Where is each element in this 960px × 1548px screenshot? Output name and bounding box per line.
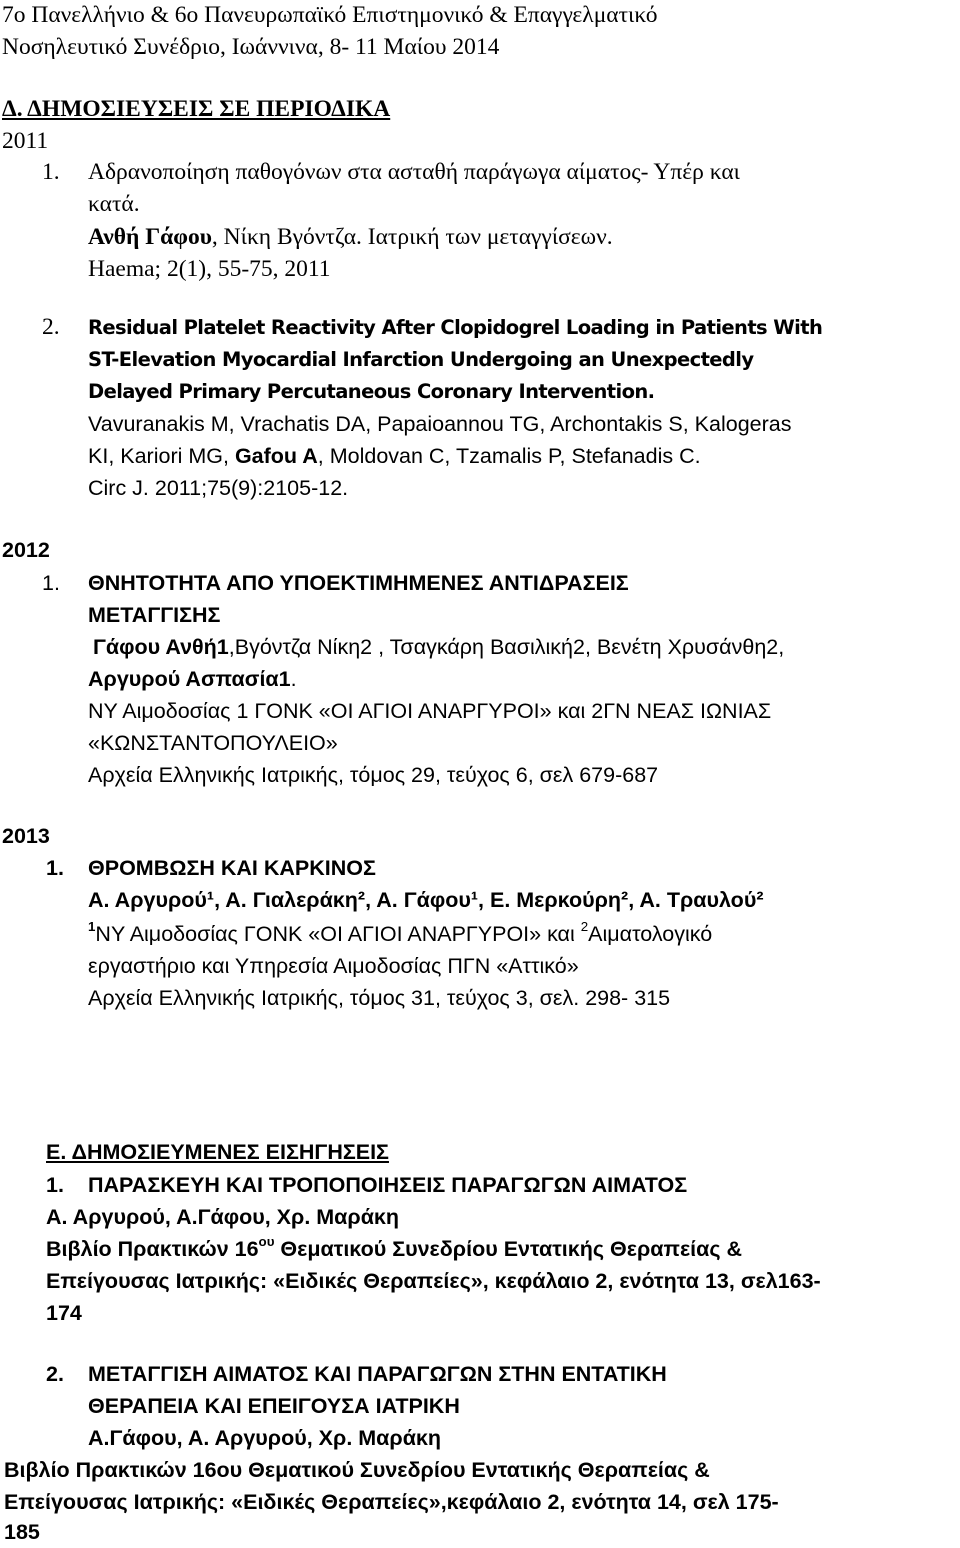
publication-authors: Α.Γάφου, Α. Αργυρού, Χρ. Μαράκη: [88, 1426, 442, 1450]
publication-title: ΠΑΡΑΣΚΕΥΗ ΚΑΙ ΤΡΟΠΟΠΟΙΗΣΕΙΣ ΠΑΡΑΓΩΓΩΝ ΑΙΜΑΤΟΣ: [88, 1173, 688, 1197]
year-2011: 2011: [2, 128, 49, 154]
publication-title: κατά.: [88, 191, 140, 217]
publication-title: ST-Elevation Myocardial Infarction Undergoing an Unexpectedly: [88, 348, 754, 371]
year-2013: 2013: [2, 824, 50, 848]
author-highlight: Gafou A: [234, 444, 318, 468]
publication-book: Βιβλίο Πρακτικών $16^{o\upsilon}$ Θεματικού Συνεδρίου Εντατικής Θεραπείας &: [46, 1234, 743, 1261]
publication-journal: Αρχεία Ελληνικής Ιατρικής, τόμος 29, τεύχος 6, σελ 679-687: [88, 763, 659, 787]
header-line-2: Νοσηλευτικό Συνέδριο, Ιωάννινα, 8- 11 Μαίου 2014: [2, 34, 500, 60]
header-line-1: 7ο Πανελλήνιο & 6ο Πανευρωπαϊκό Επιστημονικό & Επαγγελματικό: [2, 2, 658, 28]
author-highlight: Γάφου Ανθή1: [93, 635, 229, 659]
publication-book: Βιβλίο Πρακτικών 16ου Θεματικού Συνεδρίου Εντατικής Θεραπείας &: [4, 1458, 710, 1482]
publication-title: ΘΕΡΑΠΕΙΑ ΚΑΙ ΕΠΕΙΓΟΥΣΑ ΙΑΤΡΙΚΗ: [88, 1394, 460, 1418]
item-number: 1.: [46, 1173, 64, 1197]
section-d-heading: Δ. ΔΗΜΟΣΙΕΥΣΕΙΣ ΣΕ ΠΕΡΙΟΔΙΚΑ: [2, 96, 391, 122]
publication-journal: Αρχεία Ελληνικής Ιατρικής, τόμος 31, τεύχος 3, σελ. 298- 315: [88, 986, 671, 1010]
item-number: 1.: [42, 159, 60, 185]
author-highlight: Ανθή Γάφου: [88, 224, 212, 250]
publication-affiliation: $^1$ΝΥ Αιμοδοσίας ΓΟΝΚ «ΟΙ ΑΓΙΟΙ ΑΝΑΡΓΥΡΟΙ» και $^2$Αιματολογικό: [88, 919, 713, 946]
publication-book: Επείγουσας Ιατρικής: «Ειδικές Θεραπείες», κεφάλαιο 2, ενότητα 13, σελ163-: [46, 1269, 821, 1293]
publication-title: ΜΕΤΑΓΓΙΣΗΣ: [88, 603, 221, 627]
publication-authors: Αργυρού Ασπασία1.: [88, 667, 297, 691]
publication-affiliation: «ΚΩΝΣΤΑΝΤΟΠΟΥΛΕΙΟ»: [88, 731, 338, 755]
item-number: 1.: [46, 856, 64, 880]
section-e-heading: Ε. ΔΗΜΟΣΙΕΥΜΕΝΕΣ ΕΙΣΗΓΗΣΕΙΣ: [46, 1140, 389, 1164]
publication-journal: Circ J. 2011;75(9):2105-12.: [88, 476, 349, 500]
publication-authors: Ανθή Γάφου, Νίκη Βγόντζα. Ιατρική των μεταγγίσεων.: [88, 224, 613, 250]
year-2012: 2012: [2, 538, 50, 562]
publication-affiliation: εργαστήριο και Υπηρεσία Αιμοδοσίας ΠΓΝ «Αττικό»: [88, 954, 579, 978]
publication-book: 174: [46, 1301, 82, 1325]
publication-title: Residual Platelet Reactivity After Clopidogrel Loading in Patients With: [88, 316, 823, 339]
publication-authors: Vavuranakis M, Vrachatis DA, Papaioannou TG, Archontakis S, Kalogeras: [88, 412, 792, 436]
publication-authors: KI, Kariori MG, Gafou A, Moldovan C, Tzamalis P, Stefanadis C.: [88, 444, 701, 468]
publication-authors: Α. Αργυρού¹, Α. Γιαλεράκη², Α. Γάφου¹, Ε. Μερκούρη², Α. Τραυλού²: [88, 888, 764, 912]
publication-title: Delayed Primary Percutaneous Coronary Intervention.: [88, 380, 655, 403]
publication-journal: Haema; 2(1), 55-75, 2011: [88, 256, 331, 282]
publication-authors: Α. Αργυρού, Α.Γάφου, Χρ. Μαράκη: [46, 1205, 400, 1229]
item-number: 1.: [42, 571, 60, 595]
publication-book: Επείγουσας Ιατρικής: «Ειδικές Θεραπείες»,κεφάλαιο 2, ενότητα 14, σελ 175-: [4, 1490, 779, 1514]
publication-title: ΜΕΤΑΓΓΙΣΗ ΑΙΜΑΤΟΣ ΚΑΙ ΠΑΡΑΓΩΓΩΝ ΣΤΗΝ ΕΝΤΑΤΙΚΗ: [88, 1362, 667, 1386]
publication-book: 185: [4, 1520, 40, 1544]
publication-title: Αδρανοποίηση παθογόνων στα ασταθή παράγωγα αίματος- Υπέρ και: [88, 159, 740, 185]
publication-title: ΘΝΗΤΟΤΗΤΑ ΑΠΟ ΥΠΟΕΚΤΙΜΗΜΕΝΕΣ ΑΝΤΙΔΡΑΣΕΙΣ: [88, 571, 629, 595]
publication-affiliation: ΝΥ Αιμοδοσίας 1 ΓΟΝΚ «ΟΙ ΑΓΙΟΙ ΑΝΑΡΓΥΡΟΙ» και 2ΓΝ ΝΕΑΣ ΙΩΝΙΑΣ: [88, 699, 772, 723]
publication-title: ΘΡΟΜΒΩΣΗ ΚΑΙ ΚΑΡΚΙΝΟΣ: [88, 856, 376, 880]
item-number: 2.: [42, 314, 60, 340]
item-number: 2.: [46, 1362, 64, 1386]
publication-authors: Γάφου Ανθή1,Βγόντζα Νίκη2 , Τσαγκάρη Βασιλική2, Βενέτη Χρυσάνθη2,: [93, 635, 785, 659]
